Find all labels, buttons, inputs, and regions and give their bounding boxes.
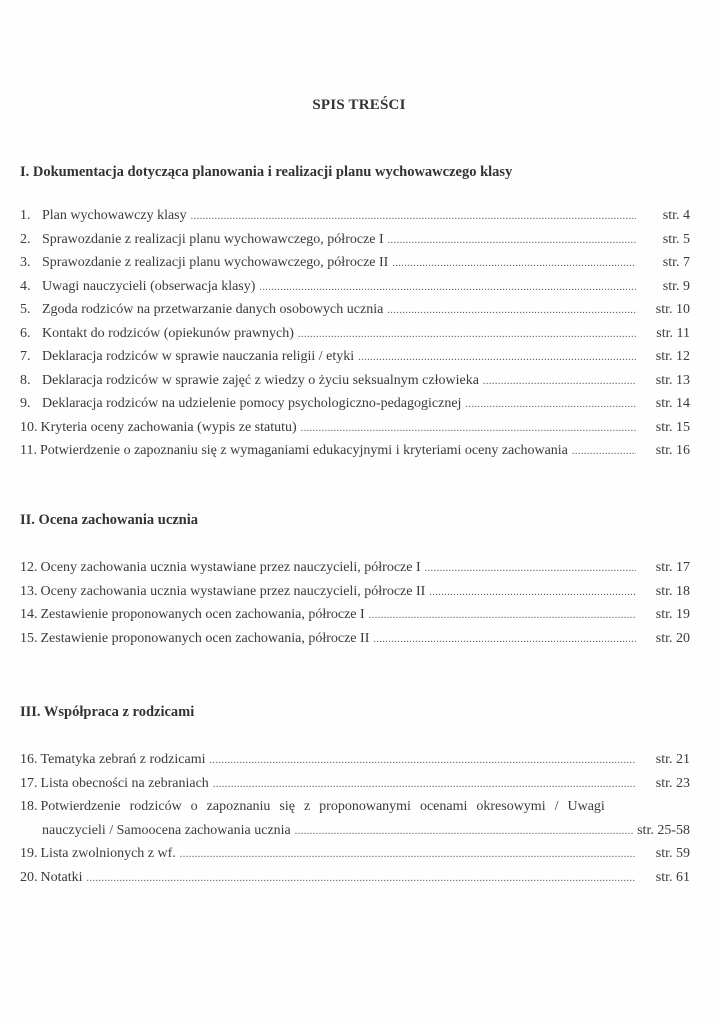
entry-page: str. 16 — [655, 443, 690, 458]
entry-number: 20. — [20, 869, 38, 885]
dot-leader — [369, 610, 636, 621]
entry-number: 3. — [20, 255, 31, 270]
entry-page: str. 61 — [655, 869, 690, 885]
toc-entry — [20, 443, 690, 467]
entry-label: Lista zwolnionych z wf. — [40, 846, 176, 861]
dot-leader — [392, 258, 636, 269]
toc-entry — [20, 373, 690, 397]
entry-label: Oceny zachowania ucznia wystawiane przez nauczycieli, półrocze II — [40, 583, 426, 599]
entry-label: Potwierdzenie o zapoznaniu się z wymaganiami edukacyjnymi i kryteriami oceny zachowania — [39, 443, 568, 458]
dot-leader — [87, 873, 637, 884]
toc-entry — [20, 776, 690, 800]
entry-label: Plan wychowawczy klasy — [42, 208, 187, 223]
entry-label: Oceny zachowania ucznia wystawiane przez nauczycieli, półrocze I — [40, 560, 421, 575]
entry-label: Sprawozdanie z realizacji planu wychowawczego, półrocze II — [42, 255, 389, 270]
toc-entry — [20, 846, 690, 870]
toc-entry — [20, 584, 690, 608]
entry-page: str. 23 — [655, 775, 690, 791]
toc-entry — [20, 396, 690, 420]
entry-number: 5. — [20, 302, 31, 317]
entry-page: str. 12 — [655, 349, 690, 364]
entry-label: Deklaracja rodziców w sprawie zajęć z wiedzy o życiu seksualnym człowieka — [42, 372, 479, 388]
dot-leader — [301, 423, 636, 434]
entry-number: 15. — [20, 630, 38, 646]
entry-page: str. 18 — [655, 583, 690, 599]
toc-entry — [20, 232, 690, 256]
entry-number: 11. — [20, 443, 37, 458]
toc-entry — [20, 631, 690, 655]
dot-leader — [425, 563, 636, 574]
toc-entry-line1 — [20, 799, 690, 823]
toc-section-1 — [20, 208, 690, 467]
entry-page: str. 19 — [655, 607, 690, 622]
entry-page: str. 7 — [662, 255, 690, 270]
entry-page: str. 4 — [662, 208, 690, 223]
dot-leader — [210, 755, 637, 766]
toc-title: SPIS TREŚCI — [312, 97, 406, 113]
entry-label: Sprawozdanie z realizacji planu wychowawczego, półrocze I — [42, 231, 384, 247]
entry-label: Deklaracja rodziców na udzielenie pomocy psychologiczno-pedagogicznej — [42, 396, 462, 411]
toc-entry — [20, 752, 690, 776]
entry-label: Zestawienie proponowanych ocen zachowania, półrocze II — [40, 630, 370, 646]
dot-leader — [465, 399, 636, 410]
entry-page: str. 17 — [655, 560, 690, 575]
dot-leader — [191, 211, 636, 222]
dot-leader — [180, 849, 636, 860]
entry-number: 13. — [20, 583, 38, 599]
entry-label: Tematyka zebrań z rodzicami — [40, 752, 206, 767]
entry-page: str. 25-58 — [637, 822, 690, 838]
toc-section-2 — [20, 560, 690, 654]
dot-leader — [429, 587, 636, 598]
toc-entry — [20, 560, 690, 584]
entry-number: 9. — [20, 396, 31, 411]
toc-entry — [20, 420, 690, 444]
entry-number: 7. — [20, 349, 31, 364]
section-heading-3: III. Współpraca z rodzicami — [20, 704, 195, 720]
entry-number: 16. — [20, 752, 38, 767]
toc-entry — [20, 326, 690, 350]
entry-page: str. 59 — [655, 846, 690, 861]
entry-label: Kryteria oceny zachowania (wypis ze statutu) — [40, 419, 297, 435]
entry-number: 14. — [20, 607, 38, 622]
dot-leader — [213, 779, 636, 790]
dot-leader — [387, 305, 636, 316]
toc-entry — [20, 349, 690, 373]
section-heading-2: II. Ocena zachowania ucznia — [20, 512, 199, 528]
entry-label: Uwagi nauczycieli (obserwacja klasy) — [42, 278, 256, 294]
entry-number: 6. — [20, 325, 31, 341]
entry-number: 2. — [20, 231, 31, 247]
entry-page: str. 15 — [655, 419, 690, 435]
entry-number: 4. — [20, 278, 31, 294]
toc-entry — [20, 607, 690, 631]
entry-label-continued: nauczycieli / Samoocena zachowania ucznia — [42, 822, 291, 838]
toc-entry — [20, 208, 690, 232]
entry-number: 12. — [20, 560, 38, 575]
entry-page: str. 20 — [655, 630, 690, 646]
entry-label: Potwierdzenie rodziców o zapoznaniu się z proponowanymi ocenami okresowymi / Uwagi — [40, 799, 605, 814]
entry-number: 17. — [20, 775, 38, 791]
entry-page: str. 10 — [655, 302, 690, 317]
dot-leader — [483, 376, 636, 387]
dot-leader — [572, 446, 636, 457]
dot-leader — [358, 352, 636, 363]
dot-leader — [295, 826, 634, 837]
dot-leader — [388, 235, 636, 246]
dot-leader — [259, 282, 636, 293]
entry-number: 1. — [20, 208, 31, 223]
entry-label: Zgoda rodziców na przetwarzanie danych osobowych ucznia — [42, 302, 384, 317]
entry-number: 18. — [20, 799, 38, 814]
entry-page: str. 11 — [656, 325, 690, 341]
section-heading-1: I. Dokumentacja dotycząca planowania i realizacji planu wychowawczego klasy — [20, 164, 513, 180]
entry-page: str. 14 — [655, 396, 690, 411]
entry-page: str. 5 — [662, 231, 690, 247]
entry-label: Notatki — [40, 869, 83, 885]
entry-number: 10. — [20, 419, 38, 435]
entry-number: 19. — [20, 846, 38, 861]
entry-page: str. 9 — [662, 278, 690, 294]
entry-label: Zestawienie proponowanych ocen zachowania, półrocze I — [40, 607, 365, 622]
entry-label: Lista obecności na zebraniach — [40, 775, 209, 791]
toc-entry — [20, 302, 690, 326]
entry-page: str. 13 — [655, 372, 690, 388]
entry-page: str. 21 — [655, 752, 690, 767]
toc-entry — [20, 255, 690, 279]
entry-label: Kontakt do rodziców (opiekunów prawnych) — [42, 325, 294, 341]
dot-leader — [373, 634, 636, 645]
toc-section-3 — [20, 752, 690, 893]
toc-entry — [20, 279, 690, 303]
toc-entry — [20, 870, 690, 894]
entry-number: 8. — [20, 372, 31, 388]
dot-leader — [298, 329, 636, 340]
entry-label: Deklaracja rodziców w sprawie nauczania religii / etyki — [42, 349, 355, 364]
toc-entry-line2 — [20, 823, 690, 847]
